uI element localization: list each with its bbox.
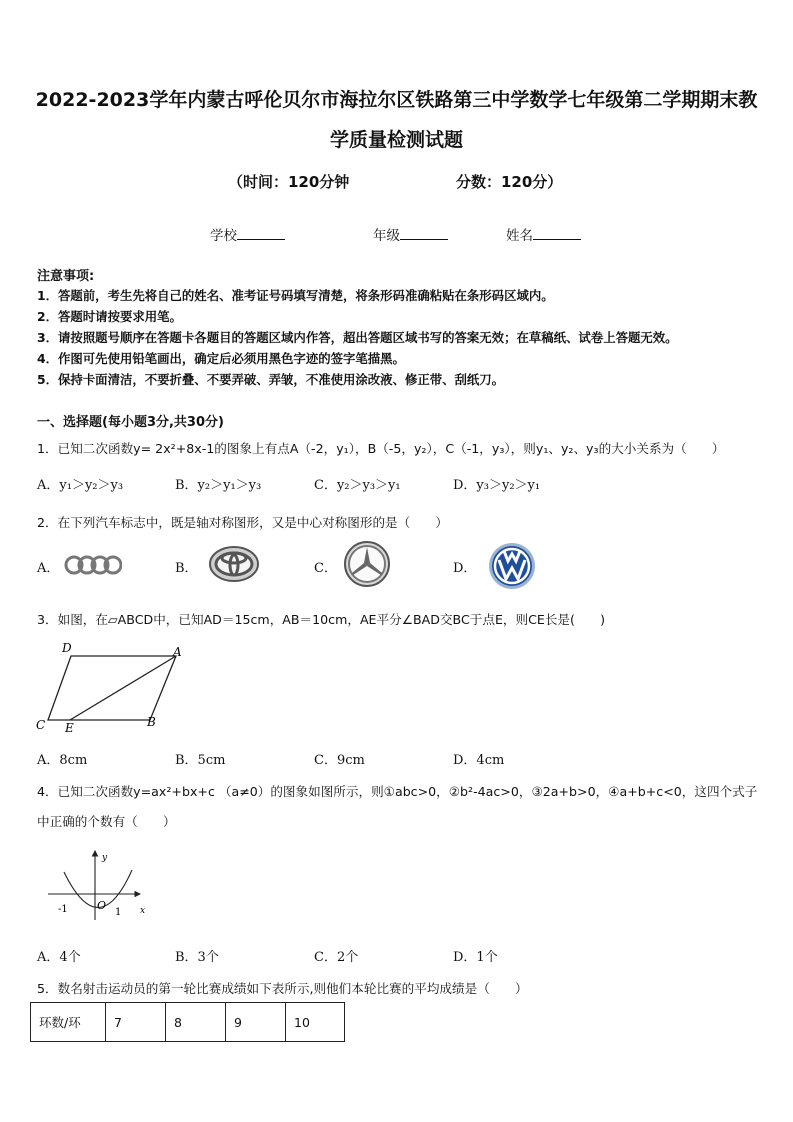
axis-x-label: x bbox=[140, 906, 146, 916]
label-d: D bbox=[62, 641, 72, 655]
parabola-graph bbox=[44, 846, 154, 924]
section-heading: 一、选择题(每小题3分,共30分) bbox=[37, 415, 224, 430]
question-2-stem: 2．在下列汽车标志中，既是轴对称图形，又是中心对称图形的是（ ） bbox=[37, 515, 449, 530]
table-cell: 10 bbox=[286, 1003, 345, 1042]
notice-item: 4．作图可先使用铅笔画出，确定后必须用黑色字迹的签字笔描黑。 bbox=[37, 351, 405, 366]
tick-neg1-label: -1 bbox=[58, 904, 68, 915]
origin-label: O bbox=[97, 899, 107, 912]
name-label: 姓名 bbox=[506, 228, 533, 244]
axis-y-label: y bbox=[102, 853, 108, 863]
grade-field bbox=[373, 224, 448, 244]
q1-option-b: B．y₂＞y₁＞y₃ bbox=[175, 478, 262, 493]
q3-option-c: C．9cm bbox=[314, 753, 365, 768]
school-field bbox=[210, 224, 285, 244]
table-row bbox=[31, 1003, 345, 1042]
table-cell: 9 bbox=[226, 1003, 286, 1042]
q3-option-a: A．8cm bbox=[37, 753, 88, 768]
question-4-stem-line2: 中正确的个数有（ ） bbox=[37, 814, 176, 829]
tick-1-label: 1 bbox=[115, 907, 122, 918]
q1-option-c: C．y₂＞y₃＞y₁ bbox=[314, 478, 401, 493]
label-b: B bbox=[147, 715, 156, 729]
q2-option-b-label: B． bbox=[175, 561, 198, 576]
question-5-stem: 5．数名射击运动员的第一轮比赛成绩如下表所示,则他们本轮比赛的平均成绩是（ ） bbox=[37, 981, 528, 996]
grade-blank bbox=[400, 227, 448, 240]
label-c: C bbox=[36, 718, 46, 732]
name-field bbox=[506, 224, 581, 244]
q1-option-d: D．y₃＞y₂＞y₁ bbox=[453, 478, 541, 493]
notice-item: 2．答题时请按要求用笔。 bbox=[37, 309, 182, 324]
question-4-stem-line1: 4．已知二次函数y=ax²+bx+c （a≠0）的图象如图所示，则①abc>0，②b²-4ac>0，③2a+b>0，④a+b+c<0，这四个式子 bbox=[37, 784, 758, 799]
label-e: E bbox=[65, 721, 74, 735]
q4-option-a: A．4个 bbox=[37, 950, 81, 965]
q2-option-d-label: D． bbox=[453, 561, 477, 576]
notice-item: 1．答题前，考生先将自己的姓名、准考证号码填写清楚，将条形码准确粘贴在条形码区域内。 bbox=[37, 288, 554, 303]
score-label: 分数：120分） bbox=[456, 173, 563, 191]
time-label: （时间：120分钟 bbox=[228, 173, 350, 191]
toyota-logo-icon bbox=[208, 544, 260, 584]
q2-option-a-label: A． bbox=[37, 561, 60, 576]
q1-option-a: A．y₁＞y₂＞y₃ bbox=[37, 478, 124, 493]
q3-option-d: D．4cm bbox=[453, 753, 505, 768]
name-blank bbox=[533, 227, 581, 240]
notice-item: 5．保持卡面清洁，不要折叠、不要弄破、弄皱，不准使用涂改液、修正带、刮纸刀。 bbox=[37, 372, 505, 387]
score-table bbox=[30, 1002, 345, 1042]
exam-title-line1: 2022-2023学年内蒙古呼伦贝尔市海拉尔区铁路第三中学数学七年级第二学期期末教 bbox=[35, 89, 758, 111]
notice-item: 3．请按照题号顺序在答题卡各题目的答题区域内作答，超出答题区域书写的答案无效；在草稿纸、试卷上答题无效。 bbox=[37, 330, 678, 345]
question-3-stem: 3．如图，在▱ABCD中，已知AD＝15cm，AB＝10cm，AE平分∠BAD交BC于点E，则CE长是( ) bbox=[37, 612, 606, 627]
q4-option-d: D．1个 bbox=[453, 950, 498, 965]
school-label: 学校 bbox=[210, 228, 237, 244]
table-cell: 8 bbox=[166, 1003, 226, 1042]
q2-option-c-label: C． bbox=[314, 561, 337, 576]
audi-logo-icon bbox=[64, 552, 122, 578]
q4-option-b: B．3个 bbox=[175, 950, 219, 965]
q4-option-c: C．2个 bbox=[314, 950, 359, 965]
mercedes-logo-icon bbox=[343, 540, 391, 588]
grade-label: 年级 bbox=[373, 228, 400, 244]
parallelogram-figure bbox=[34, 640, 189, 735]
school-blank bbox=[237, 227, 285, 240]
volkswagen-logo-icon bbox=[488, 542, 536, 590]
table-cell: 环数/环 bbox=[31, 1003, 106, 1042]
table-cell: 7 bbox=[106, 1003, 166, 1042]
notice-heading: 注意事项: bbox=[37, 269, 95, 284]
exam-title-line2: 学质量检测试题 bbox=[329, 129, 463, 151]
label-a: A bbox=[173, 645, 182, 659]
question-1-stem: 1．已知二次函数y= 2x²+8x-1的图象上有点A（-2，y₁），B（-5，y₂），C（-1，y₃），则y₁、y₂、y₃的大小关系为（ ） bbox=[37, 441, 725, 456]
q3-option-b: B．5cm bbox=[175, 753, 226, 768]
